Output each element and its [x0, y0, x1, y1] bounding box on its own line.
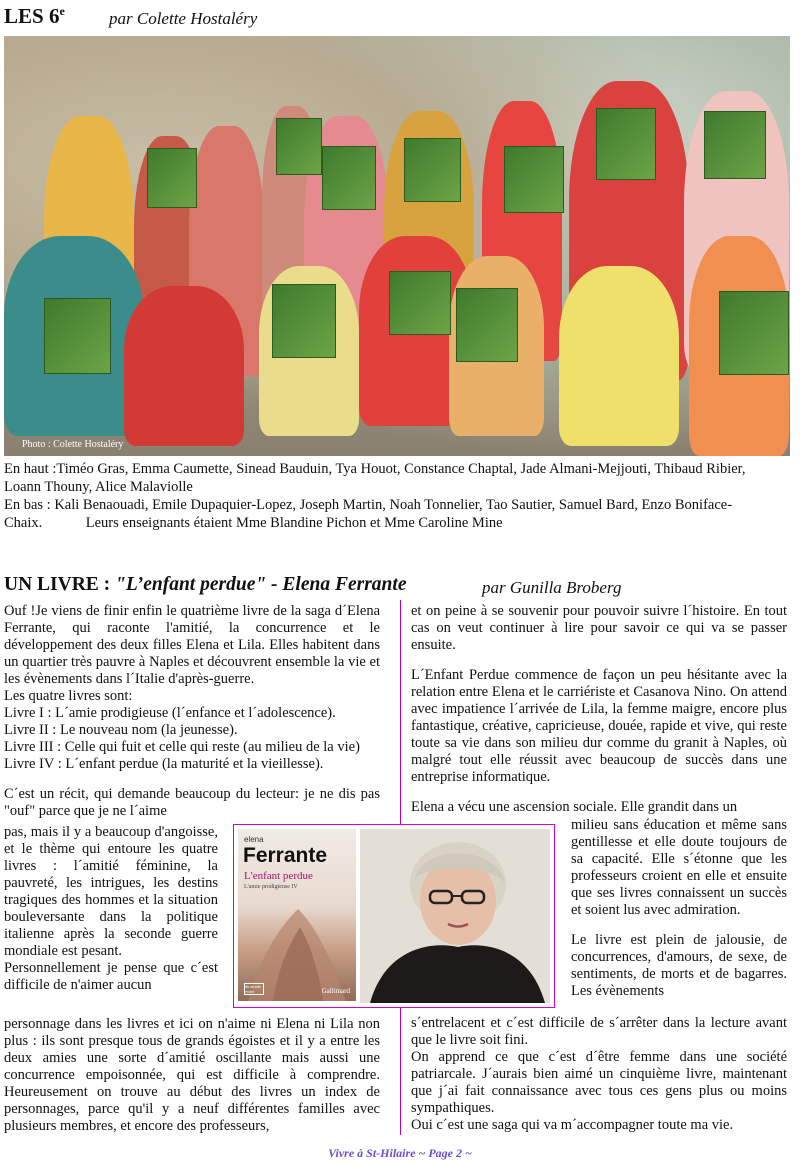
paragraph: Ouf !Je viens de finir enfin le quatrième livre de la saga d´Elena Ferrante, qui raconte l'amitié, la concurrence et le développement des deux filles Elena et Lila. Elles habitent dans un quartier très pauvre à Naples et découvrent ensemble la vie et les évènements dans l´Italie d'après-guerre. [4, 603, 380, 687]
paragraph: pas, mais il y a beaucoup d'angoisse, et le thème qui entoure les quatre livres : l´amitié féminine, la pauvreté, les intrigues, les destins tragiques des hommes et la situation bouleversante dans la politique italienne après la seconde guerre mondiale est pesant. [4, 824, 218, 959]
paragraph: On apprend ce que c´est d´être femme dans une société patriarcale. J´aurais bien aimé un cinquième livre, maintenant que j´ai fait connaissance avec tous ces gens plus ou moins sympathiques. [411, 1049, 787, 1116]
paragraph: milieu sans éducation et même sans gentillesse et elle doute toujours de sa capacité. Elle s´étonne que les professeurs croient en elle et ensuite que ses livres connaissent un succès et soient lus avec admiration. [571, 817, 787, 918]
paragraph: et on peine à se souvenir pour pouvoir suivre l´histoire. En tout cas on veut continuer à lire pour savoir ce qui va se passer ensuite. [411, 603, 787, 653]
list-intro: Les quatre livres sont: [4, 688, 133, 704]
paragraph: Le livre est plein de jalousie, de concurrences, d'amours, de sexe, de sentiments, de morts et de bagarres. Les évènements [571, 932, 787, 999]
publisher-mark: du monde entier [244, 983, 264, 995]
section-byline: par Gunilla Broberg [482, 578, 622, 597]
article-right-bottom [411, 1015, 787, 1134]
cover-subtitle: L'amie prodigieuse IV [244, 884, 298, 890]
cover-author-first: elena [244, 835, 264, 844]
list-item: Livre II : Le nouveau nom (la jeunesse). [4, 722, 238, 738]
page-footer: Vivre à St-Hilaire ~ Page 2 ~ [328, 1146, 472, 1160]
photo-caption [4, 460, 794, 532]
list-item: Livre I : L´amie prodigieuse (l´enfance et l´adolescence). [4, 705, 336, 721]
article-left-wrap [4, 824, 218, 994]
article-right-wrap [571, 817, 787, 1000]
caption-line: Loann Thouny, Alice Malaviolle [4, 479, 193, 495]
list-item: Livre IV : L´enfant perdue (la maturité et la vieillesse). [4, 756, 324, 772]
caption-line: En haut :Timéo Gras, Emma Caumette, Sinead Bauduin, Tya Houot, Constance Chaptal, Jade Almani-Mejjouti, Thibaud Ribier, [4, 461, 746, 477]
section-header-livre [4, 574, 794, 600]
paragraph: s´entrelacent et c´est difficile de s´arrêter dans la lecture avant que le livre soit fini. [411, 1015, 787, 1048]
paragraph: Elena a vécu une ascension sociale. Elle grandit dans un [411, 799, 738, 815]
photo-credit: Photo : Colette Hostaléry [22, 439, 124, 450]
section-title: LES 6e [4, 4, 65, 28]
paragraph: personnage dans les livres et ici on n'aime ni Elena ni Lila non plus : ils sont presque tous de grands égoistes et il y a entre les deux amies une sorte d´amitié oscillante mais aussi une concurrence empoisonnée, qui est difficile à comprendre. Heureusement on trouve au début des livres un index de personnages, parce qu'il y a neuf différentes familles avec plusieurs membres, et encore des professeurs, [4, 1016, 380, 1134]
article-right-column [411, 603, 787, 816]
article-left-bottom [4, 1016, 380, 1135]
paragraph: L´Enfant Perdue commence de façon un peu hésitante avec la relation entre Elena et le carriériste et Casanova Nino. On attend avec impatience l´arrivée de Lila, la femme maigre, encore plus fantastique, créative, capricieuse, douée, rapide et vive, qui reste toute sa vie dans son milieu dur comme du granit à Naples, où malgré tout elle réussit avec beaucoup de succès dans une entreprise informatique. [411, 667, 787, 785]
portrait-illustration [360, 829, 550, 1003]
author-portrait [360, 829, 550, 1003]
section-byline: par Colette Hostaléry [109, 9, 258, 28]
cover-publisher: Gallimard [321, 987, 350, 995]
section-title: UN LIVRE : "L’enfant perdue" - Elena Ferrante [4, 574, 407, 595]
cover-title: L'enfant perdue [244, 870, 313, 882]
section-header-les6 [4, 4, 794, 34]
paragraph: Personnellement je pense que c´est difficile de n'aimer aucun [4, 960, 218, 993]
class-photo [4, 36, 790, 456]
paragraph: C´est un récit, qui demande beaucoup du lecteur: je ne dis pas "ouf" parce que je ne l´aime [4, 786, 380, 819]
caption-line: En bas : Kali Benaouadi, Emile Dupaquier-Lopez, Joseph Martin, Noah Tonnelier, Tao Sautier, Samuel Bard, Enzo Boniface- [4, 497, 733, 513]
article-left-column [4, 603, 380, 820]
book-cover [238, 829, 356, 1001]
list-item: Livre III : Celle qui fuit et celle qui reste (au milieu de la vie) [4, 739, 360, 755]
caption-line: Chaix. Leurs enseignants étaient Mme Blandine Pichon et Mme Caroline Mine [4, 515, 503, 531]
cover-author-last: Ferrante [243, 844, 328, 867]
paragraph: Oui c´est une saga qui va m´accompagner toute ma vie. [411, 1117, 734, 1133]
article-image [233, 824, 555, 1008]
